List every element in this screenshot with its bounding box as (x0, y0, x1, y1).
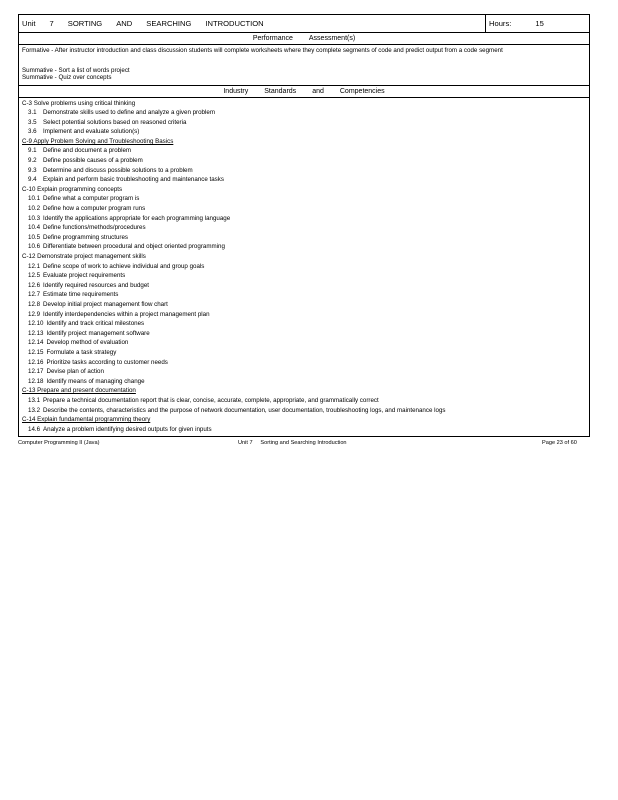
unit-title-word: INTRODUCTION (205, 19, 264, 28)
competency-item (22, 156, 586, 166)
competency-item (22, 242, 586, 252)
competency-text: Formulate a task strategy (46, 348, 117, 356)
competency-text: Identify and track critical milestones (46, 320, 145, 328)
competency-group-label: C-13 Prepare and present documentation (22, 387, 136, 395)
competency-text: Identify the applications appropriate for each programming language (43, 214, 231, 222)
competency-item (22, 204, 586, 214)
competency-group-label: C-14 Explain fundamental programming theory (22, 416, 151, 424)
competency-item (22, 146, 586, 156)
competency-number: 13.2 (28, 406, 41, 414)
footer-unit: Unit 7 (238, 440, 253, 447)
unit-number: 7 (49, 19, 54, 28)
competency-number: 12.14 (28, 339, 44, 347)
competency-text: Prioritize tasks according to customer needs (46, 358, 168, 366)
unit-title-word: AND (116, 19, 133, 28)
competency-text: Select potential solutions based on reasoned criteria (43, 118, 187, 126)
competency-number: 10.4 (28, 224, 41, 232)
competency-number: 10.6 (28, 243, 41, 251)
competency-item (22, 233, 586, 243)
competency-text: Define functions/methods/procedures (43, 224, 146, 232)
competency-item (22, 377, 586, 387)
competency-text: Identify interdependencies within a project management plan (43, 310, 210, 318)
competency-text: Define what a computer program is (43, 195, 140, 203)
competency-item (22, 214, 586, 224)
competency-item (22, 396, 586, 406)
unit-table (18, 14, 590, 437)
competency-item (22, 166, 586, 176)
competency-text: Identify project management software (46, 329, 150, 337)
competency-number: 12.6 (28, 281, 41, 289)
competency-text: Develop method of evaluation (46, 339, 129, 347)
competency-item (22, 300, 586, 310)
competency-number: 12.16 (28, 358, 44, 366)
summative-text: Summative - Quiz over concepts (22, 74, 112, 81)
competency-text: Evaluate project requirements (43, 272, 126, 280)
competency-text: Differentiate between procedural and object oriented programming (43, 243, 225, 251)
competency-item (22, 310, 586, 320)
competency-number: 12.9 (28, 310, 41, 318)
competency-text: Devise plan of action (46, 368, 104, 376)
competency-number: 10.1 (28, 195, 41, 203)
competency-item (22, 281, 586, 291)
competency-number: 12.10 (28, 320, 44, 328)
competency-number: 3.5 (28, 118, 37, 126)
competency-item (22, 262, 586, 272)
competency-text: Define and document a problem (43, 147, 132, 155)
competency-number: 12.5 (28, 272, 41, 280)
competency-item (22, 406, 586, 416)
unit-title-word: SEARCHING (146, 19, 192, 28)
competency-group-label: C-12 Demonstrate project management skills (22, 253, 146, 260)
competency-number: 10.5 (28, 233, 41, 241)
footer-unit-title: Sorting and Searching Introduction (260, 440, 347, 447)
competency-item (22, 367, 586, 377)
competency-number: 3.1 (28, 109, 37, 117)
competency-number: 12.17 (28, 368, 44, 376)
standards-list (19, 98, 589, 437)
competency-item (22, 127, 586, 137)
unit-label: Unit (22, 19, 36, 28)
competency-item (22, 271, 586, 281)
competency-number: 12.15 (28, 348, 44, 356)
unit-title-word: SORTING (67, 19, 103, 28)
footer-page: Page 23 of 60 (542, 440, 577, 447)
competency-group-label: C-9 Apply Problem Solving and Troubleshooting Basics (22, 137, 174, 145)
competency-item (22, 108, 586, 118)
hours-value: 15 (535, 19, 544, 28)
competency-number: 10.2 (28, 205, 41, 213)
competency-number: 9.2 (28, 157, 37, 165)
assessment-section (19, 45, 589, 86)
competency-text: Define programming structures (43, 233, 128, 241)
competency-group-label: C-3 Solve problems using critical thinking (22, 99, 136, 107)
competency-number: 9.3 (28, 166, 37, 174)
document-page (18, 14, 590, 446)
competency-number: 9.4 (28, 176, 37, 184)
competency-text: Implement and evaluate solution(s) (43, 128, 140, 136)
competency-number: 12.18 (28, 377, 44, 385)
competency-number: 3.6 (28, 128, 37, 136)
competency-text: Define scope of work to achieve individual and group goals (43, 262, 205, 270)
competency-group-label: C-10 Explain programming concepts (22, 185, 123, 193)
competency-text: Explain and perform basic troubleshooting and maintenance tasks (43, 176, 224, 184)
competency-item (22, 175, 586, 185)
competency-item (22, 348, 586, 358)
formative-text: Formative - After instructor introduction and class discussion students will complete worksheets where they complete segments of code and predict output from a code segment (22, 47, 503, 54)
competency-item (22, 194, 586, 204)
competency-text: Identify required resources and budget (43, 281, 149, 289)
competency-text: Estimate time requirements (43, 291, 119, 299)
competency-number: 12.13 (28, 329, 44, 337)
competency-text: Develop initial project management flow chart (43, 300, 168, 308)
competency-text: Determine and discuss possible solutions to a problem (43, 166, 193, 174)
summative-text: Summative - Sort a list of words project (22, 66, 130, 74)
competency-text: Define possible causes of a problem (43, 157, 143, 165)
competency-item (22, 319, 586, 329)
page-footer (18, 440, 590, 446)
assessment-heading: Performance Assessment(s) (19, 33, 589, 45)
competency-text: Define how a computer program runs (43, 205, 146, 213)
competency-number: 12.7 (28, 291, 41, 299)
competency-item (22, 338, 586, 348)
competency-item (22, 358, 586, 368)
competency-text: Analyze a problem identifying desired outputs for given inputs (43, 425, 212, 433)
competency-text: Identify means of managing change (46, 377, 145, 385)
hours-label: Hours: (489, 19, 512, 28)
competency-number: 14.6 (28, 425, 41, 433)
competency-number: 10.3 (28, 214, 41, 222)
competency-text: Demonstrate skills used to define and analyze a given problem (43, 109, 215, 117)
unit-header (19, 15, 589, 33)
standards-heading: Industry Standards and Competencies (19, 86, 589, 98)
competency-item (22, 425, 586, 435)
competency-number: 12.1 (28, 262, 41, 270)
competency-text: Prepare a technical documentation report that is clear, concise, accurate, complete, appropriate, and grammatically correct (43, 396, 379, 404)
competency-number: 13.1 (28, 396, 41, 404)
competency-text: Describe the contents, characteristics and the purpose of network documentation, user documentation, troubleshooting logs, and maintenance logs (43, 406, 446, 414)
competency-number: 12.8 (28, 300, 41, 308)
footer-course: Computer Programming II (Java) (18, 440, 100, 447)
competency-item (22, 223, 586, 233)
competency-item (22, 290, 586, 300)
competency-number: 9.1 (28, 147, 37, 155)
competency-item (22, 118, 586, 128)
competency-item (22, 329, 586, 339)
